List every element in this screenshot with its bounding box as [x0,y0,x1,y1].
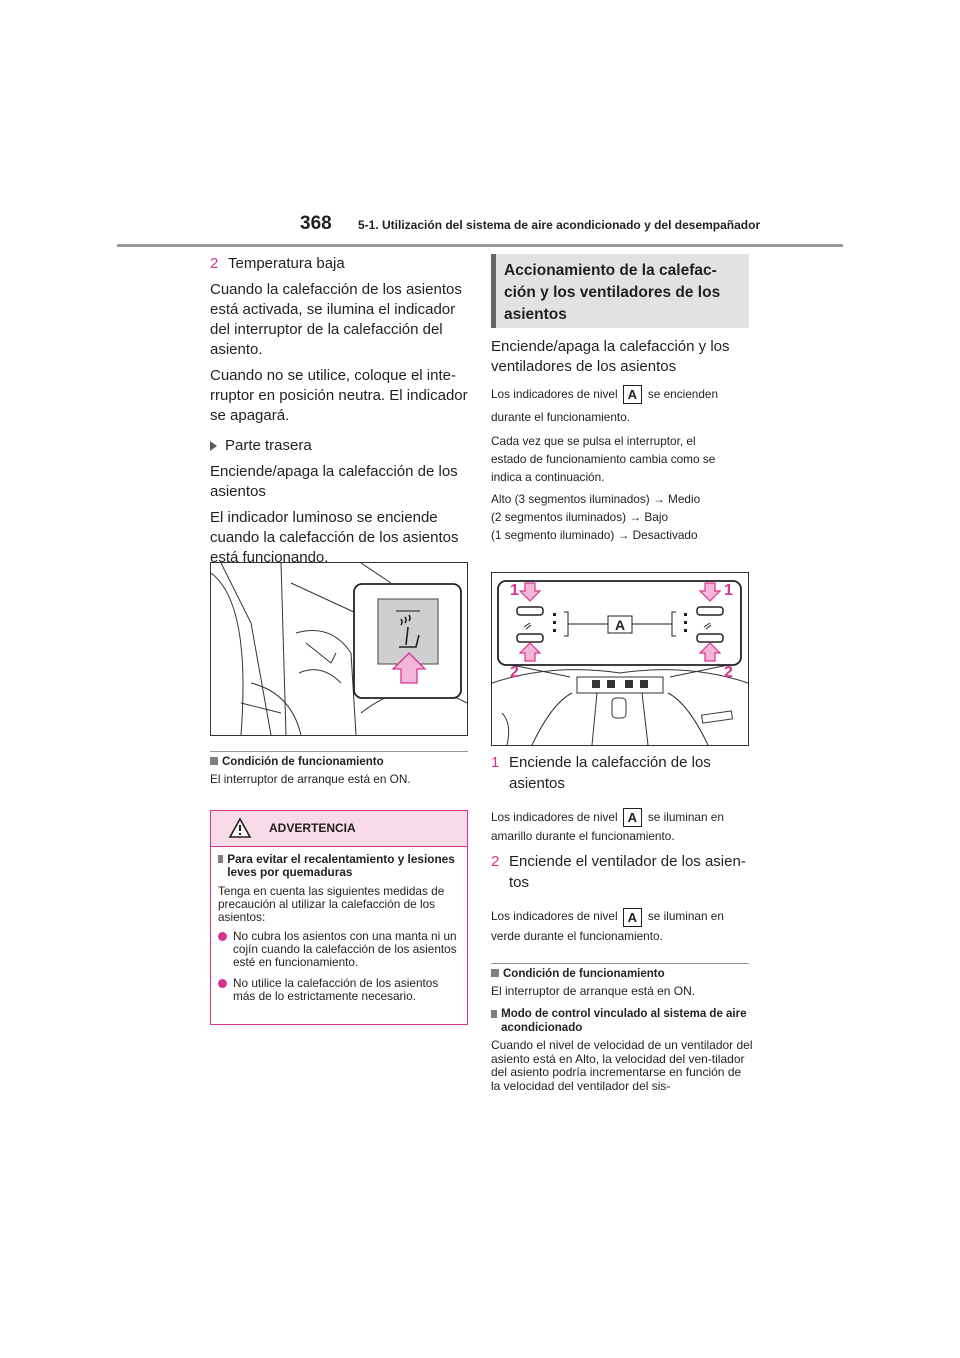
step-text: asientos [509,775,565,792]
callout-a-label: A [614,617,626,633]
section-heading: Accionamiento de la calefac-ción y los ventiladores de los asientos [491,254,749,328]
step-number: 1 [491,754,500,771]
paragraph: Cuando no se utilice, coloque el inte-rruptor en posición neutra. El indicador se apagará. [210,367,468,424]
callout-a-box: A [623,808,642,827]
warning-title: ADVERTENCIA [269,821,356,835]
warning-subtitle: Para evitar el recalentamiento y lesiones leves por quemaduras [227,852,455,879]
paragraph: Enciende/apaga la calefacción y los ventiladores de los asientos [491,338,730,375]
left-column [210,254,468,574]
page-number: 368 [300,213,332,234]
step-text: Temperatura baja [228,255,345,272]
callout-a-box: A [623,908,642,927]
note-text: durante el funcionamiento. [491,410,631,425]
cycle-text: indica a continuación. [491,470,605,485]
bullet-dot-icon [218,932,227,941]
warning-bullet [218,930,460,969]
paragraph: Enciende/apaga la calefacción de los asientos [210,463,458,500]
section-divider [491,963,749,964]
step-2-line [210,254,468,274]
condition-text: El interruptor de arranque está en ON. [210,772,411,786]
level-indicator-note [491,385,753,404]
figure-label-1: 1 [724,582,733,599]
step-2 [491,851,753,893]
running-header: 5-1. Utilización del sistema de aire acondicionado y del desempañador [358,218,761,232]
warning-header [211,811,467,847]
condition-text: El interruptor de arranque está en ON. [491,984,696,998]
right-column-top [491,337,753,548]
front-seat-switch-illustration [491,572,749,746]
warning-bullet [218,977,460,1003]
rear-seat-switch-illustration [210,562,468,736]
note-text: se iluminan en [647,810,724,824]
figure-label-2: 2 [510,664,519,681]
step-text: Enciende la calefacción de los [509,754,711,771]
condition-title: Condición de funcionamiento [503,968,665,980]
rear-label-text: Parte trasera [225,437,312,454]
note-text: verde durante el funcionamiento. [491,928,663,943]
step-2-note [491,907,753,926]
step-number: 2 [491,853,500,871]
note-text: Los indicadores de nivel [491,810,618,824]
warning-subtitle-row [218,853,460,879]
step-1 [491,752,753,794]
mode-title: Modo de control vinculado al sistema de aire acondicionado [501,1008,747,1034]
warning-bullet-text: No cubra los asientos con una manta ni un cojín cuando la calefacción de los asientos esté en funcionamiento. [233,929,457,969]
paragraph: Cuando la calefacción de los asientos está activada, se ilumina el indicador del interruptor de la calefacción del asiento. [210,281,462,358]
square-bullet-icon [491,969,499,977]
left-condition [210,756,468,792]
sequence-line: Alto (3 segmentos iluminados) → Medio [491,492,701,507]
mode-title-row [491,1007,753,1035]
figure-label-1: 1 [510,582,519,599]
right-conditions [491,968,753,1093]
bullet-dot-icon [218,979,227,988]
step-text: Enciende el ventilador de los asien- [509,853,746,871]
warning-box [210,810,468,1025]
mode-text: Cuando el nivel de velocidad de un ventilador del asiento está en Alto, la velocidad del ven-tilador del asiento podría incrementarse en función de la velocidad del ventilador del sis- [491,1038,753,1093]
sequence-line: (1 segmento iluminado) → Desactivado [491,528,698,543]
warning-bullet-text: No utilice la calefacción de los asientos más de lo estrictamente necesario. [233,976,439,1003]
note-text: se iluminan en [647,909,724,924]
cycle-text: estado de funcionamiento cambia como se [491,452,716,467]
header-rule [117,244,843,247]
paragraph: El indicador luminoso se enciende cuando la calefacción de los asientos está funcionando. [210,509,459,566]
sequence-line: (2 segmentos iluminados) → Bajo [491,510,669,525]
section-divider [210,751,468,752]
step-text: tos [509,874,530,892]
rear-label [210,436,468,456]
square-bullet-icon [210,757,218,765]
warning-triangle-icon [229,818,251,838]
note-text: Los indicadores de nivel [491,909,618,924]
square-bullet-icon [218,855,223,863]
callout-a-box: A [623,385,642,404]
note-text: amarillo durante el funcionamiento. [491,829,675,844]
triangle-bullet-icon [210,441,217,451]
note-text: Los indicadores de nivel [491,387,618,401]
step-1-note [491,808,753,827]
right-column-steps [491,752,753,949]
cycle-text: Cada vez que se pulsa el interruptor, el [491,434,696,449]
note-text: se encienden [647,387,719,401]
figure-label-2: 2 [724,664,733,681]
condition-title: Condición de funcionamiento [222,756,384,768]
square-bullet-icon [491,1010,497,1018]
warning-intro: Tenga en cuenta las siguientes medidas de precaución al utilizar la calefacción de los asientos: [218,884,445,924]
step-number: 2 [210,255,219,272]
